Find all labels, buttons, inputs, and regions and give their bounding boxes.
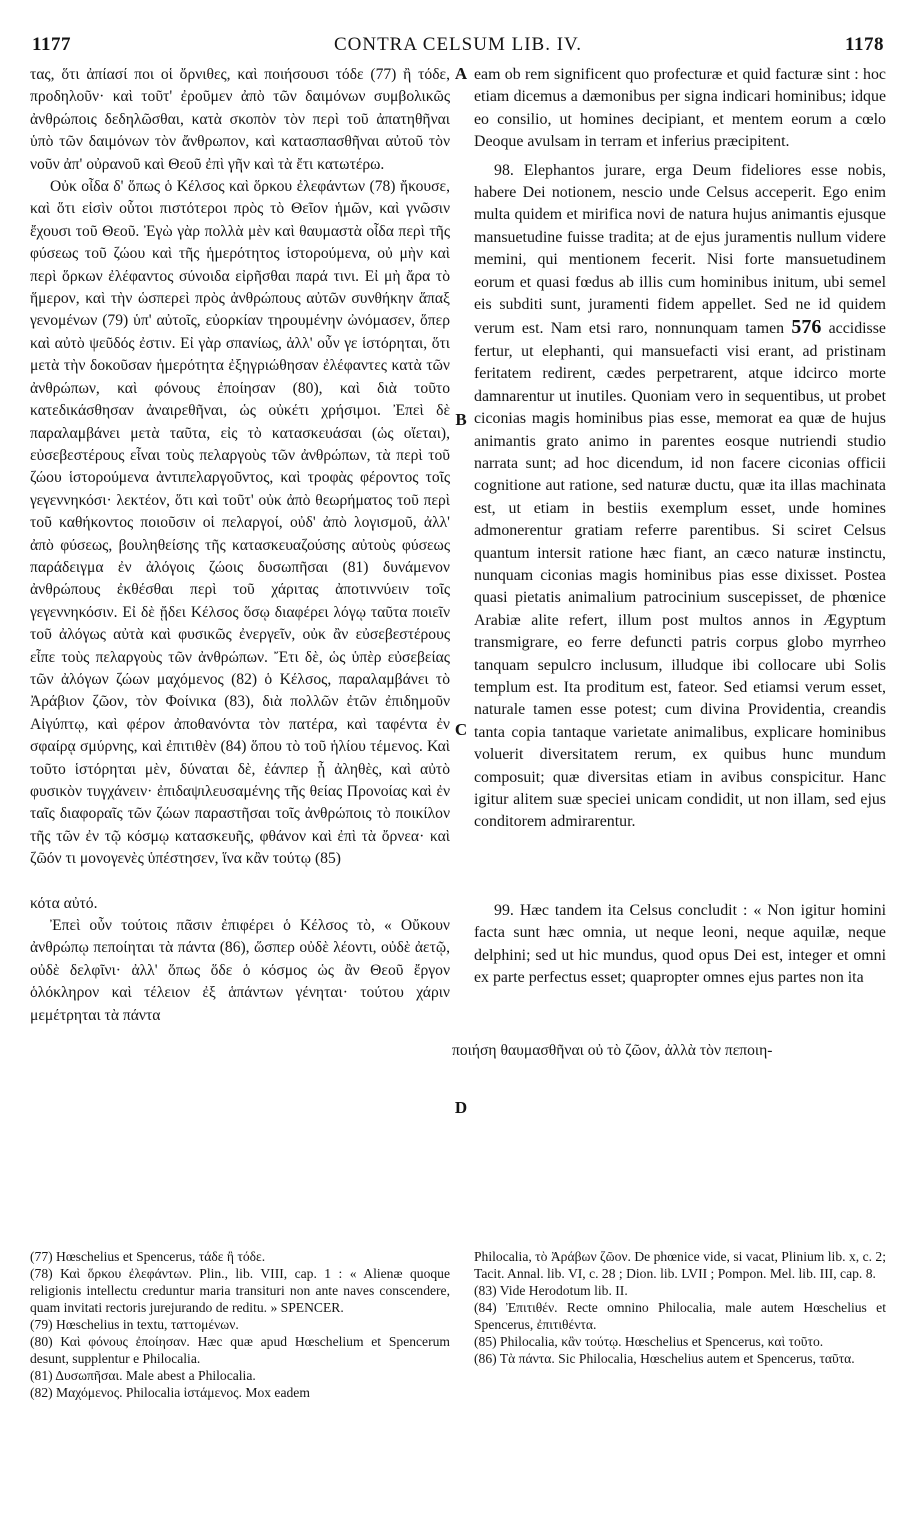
footnote-78: (78) Καὶ ὅρκου ἐλεφάντων. Plin., lib. VIII, cap. 1 : « Alienæ quoque religionis intellectu creduntur maria transituri non ante naves conscendere, quam invitati rectoris jurejurando de reditu. » SPENCER. <box>30 1266 450 1315</box>
footnote-83: (83) Vide Herodotum lib. II. <box>474 1283 628 1298</box>
section-marker-d: D <box>454 1098 468 1117</box>
footnotes-left <box>30 1248 450 1528</box>
page-header <box>32 34 884 58</box>
footnote-86: (86) Τὰ πάντα. Sic Philocalia, Hœschelius autem et Spencerus, ταῦτα. <box>474 1351 855 1366</box>
latin-paragraph-3: 99. Hæc tandem ita Celsus concludit : « Non igitur homini facta sunt hæc omnia, ut neque leoni, neque aquilæ, neque delphini; sed ut hic mundus, quod opus Dei est, integer et omni ex parte perfectus esset; quapropter omnes ejus partes non ita <box>474 901 886 987</box>
footnote-80: (80) Καὶ φόνους ἐποίησαν. Hæc quæ apud Hœschelium et Spencerum desunt, supplentur e Philocalia. <box>30 1334 450 1366</box>
footnote-82-continued: Philocalia, τὸ Ἀράβων ζῶον. De phœnice vide, si vacat, Plinium lib. x, c. 2; Tacit. Annal. lib. VI, c. 28 ; Dion. lib. LVII ; Pompon. Mel. lib. III, cap. 8. <box>474 1249 886 1281</box>
latin-paragraph-2-part-a: 98. Elephantos jurare, erga Deum fideliores esse nobis, habere Dei notionem, nescio unde Celsus acceperit. Ego enim multa quidem et mirifica novi de natura hujus animantis ejusque mansuetudine fuisse tradita; at de ejus juramentis nullum videre memini, qui mentionem fecerit. Nisi forte mansuetudinem eorum et quasi fœdus ab illis cum hominibus initum, ubi semel eis subditi sunt, juramenti fidem appellet. Sed ne id quidem verum est. Nam etsi raro, nonnunquam tamen <box>474 161 886 338</box>
spacer <box>30 871 450 893</box>
footnote-82: (82) Μαχόμενος. Philocalia ἱστάμενος. Mox eadem <box>30 1385 310 1400</box>
section-marker-b: B <box>455 410 467 429</box>
page-number-left: 1177 <box>32 34 71 55</box>
footnote-77: (77) Hœschelius et Spencerus, τάδε ἢ τόδε. <box>30 1249 266 1264</box>
footnotes-right <box>474 1248 886 1528</box>
footnote-81: (81) Δυσωπῆσαι. Male abest a Philocalia. <box>30 1368 256 1383</box>
latin-paragraph-2 <box>474 160 886 834</box>
latin-paragraph-1: eam ob rem significent quo profecturæ et quid facturæ sint : hoc etiam dicemus a dæmonibus per signa indicari hominibus; idque eo consilio, ut homines decipiant, et mentem eorum a cœlo Deoque avulsam in terram et inferius præcipitent. <box>474 66 886 151</box>
latin-paragraph-2-part-b: accidisse fertur, ut elephanti, qui mansuefacti visi erant, ad pristinam feritatem redirent, cædes perpetrarent, atque idcirco morte damnarentur ut inutiles. Quoniam vero in sequentibus, ut probet ciconias magis hominibus pias esse, memorat ea quæ de hujus animantis grato animo in parentes eosque nutriendi studio narrata sunt; ad hoc dicendum, id non facere ciconias officii cognitione aut ratione, sed naturæ ductu, quæ ita illas machinata est, ut etiam in bestiis exemplum esset, unde homines admonerentur gratiam referre parentibus. Si sciret Celsus quantum intersit ratione hæc fiant, an cæco naturæ instinctu, nunquam ciconias magis hominibus pias esse dixisset. Postea quasi pietatis animalium patrocinium suscepisset, de phœnice Arabiæ alite refert, illum post multos annos in Ægyptum transmigrare, eo ferre defuncti patris corpus globo myrrheo tanquam sepulcro inclusum, illudque ibi collocare ubi Solis templum est. Ita proditum est, fateor. Sed etiamsi verum esset, naturale tamen esse potest; cum divina Providentia, creandis tanta copia tantaque varietate animalibus, explicare hominibus voluerit diversitatem rerum, ex quibus hunc mundum composuit; quæ diversitas etiam in avibus conspicitur. Hanc igitur alitem suæ speciei unicam condidit, ut non illam, sed ejus conditorem admirarentur. <box>474 320 886 831</box>
column-number: 576 <box>791 316 822 339</box>
section-marker-c: C <box>454 720 468 739</box>
running-title: CONTRA CELSUM LIB. IV. <box>333 34 583 55</box>
greek-paragraph-1: τας, ὅτι ἀπίασί ποι οἱ ὄρνιθες, καὶ ποιήσουσι τόδε (77) ἢ τόδε, προδηλοῦν· καὶ τοῦτ' ἐροῦμεν ἀπὸ τῶν δαιμόνων συμβολικῶς ἀνθρώποις δεδηλῶσθαι, κατὰ σκοπὸν τὸν περὶ τοῦ ἀπατηθῆναι ὑπὸ τῶν δαιμόνων τὸν ἄνθρωπον, καὶ κατασπασθῆναι αὐτοῦ τὸν νοῦν ἀπ' οὐρανοῦ καὶ Θεοῦ ἐπὶ γῆν καὶ τὰ ἔτι κατωτέρω. <box>30 66 450 173</box>
footnote-85: (85) Philocalia, κἂν τούτῳ. Hœschelius et Spencerus, καὶ τοῦτο. <box>474 1334 824 1349</box>
greek-continuation-line: ποιήση θαυμασθῆναι οὐ τὸ ζῶον, ἀλλὰ τὸν πεποιη- <box>452 1042 773 1059</box>
page-number-right: 1178 <box>845 34 884 55</box>
spacer <box>474 834 886 900</box>
section-marker-a: A <box>454 64 468 83</box>
greek-paragraph-3: Ἐπεὶ οὖν τούτοις πᾶσιν ἐπιφέρει ὁ Κέλσος τὸ, « Οὔκουν ἀνθρώπῳ πεποίηται τὰ πάντα (86), ὥσπερ οὐδὲ λέοντι, οὐδὲ ἀετῷ, οὐδὲ δελφῖνι· ἀλλ' ὅπως ὅδε ὁ κόσμος ὡς ἂν Θεοῦ ἔργον ὁλόκληρον καὶ τέλειον ἐξ ἁπάντων γένηται· τούτου χάριν μεμέτρηται τὰ πάντα <box>30 917 450 1024</box>
footnote-84: (84) Ἐπιτιθέν. Recte omnino Philocalia, male autem Hœschelius et Spencerus, ἐπιτιθέντα. <box>474 1300 886 1332</box>
greek-paragraph-2: Οὐκ οἶδα δ' ὅπως ὁ Κέλσος καὶ ὅρκου ἐλεφάντων (78) ἤκουσε, καὶ ὅτι εἰσὶν οὗτοι πιστότεροι πρὸς τὸ Θεῖον ἡμῶν, καὶ γνῶσιν ἔχουσι τοῦ Θεοῦ. Ἐγὼ γὰρ πολλὰ μὲν καὶ θαυμαστὰ οἶδα περὶ τῆς φύσεως τοῦ ζώου καὶ τῆς ἡμερότητος ἱστορούμενα, οὐ μὴν καὶ περὶ ὅρκων ἐλέφαντος σύνοιδα εἰρῆσθαι παρά τινι. Εἰ μὴ ἄρα τὸ ἥμερον, καὶ τὴν ὡσπερεὶ πρὸς ἀνθρώπους αὐτῶν συνθήκην ἅπαξ γενομένων (79) ὑπ' αὐτοῖς, εὐορκίαν τηρουμένην ὠνόμασεν, ὅπερ καὶ αὐτὸ ψεῦδός ἐστιν. Εἰ γὰρ σπανίως, ἀλλ' οὖν γε ἱστόρηται, ὅτι μετὰ τὴν δοκοῦσαν ἡμερότητα ἐξηγριώθησαν ἐλέφαντες κατὰ τῶν ἀνθρώπων, καὶ φόνους ἐποίησαν (80), καὶ διὰ τοῦτο κατεδικάσθησαν ἀναιρεθῆναι, ὡς οὐκέτι χρήσιμοι. Ἐπεὶ δὲ παραλαμβάνει μετὰ ταῦτα, εἰς τὸ κατασκευάσαι (ὡς οἴεται), εὐσεβεστέρους εἶναι τοὺς πελαργοὺς τῶν ἀνθρώπων, τὰ περὶ τοῦ ζώου ἱστορούμενα ἀντιπελαργοῦντος, καὶ τροφὰς φέροντος τοῖς γεγεννηκόσι· λεκτέον, ὅτι καὶ τοῦτ' οὐκ ἀπὸ θεωρήματος τοῦ περὶ τοῦ καθήκοντος ποιοῦσιν οἱ πελαργοί, οὐδ' ἀπὸ λογισμοῦ, ἀλλ' ἀπὸ φύσεως, βουληθείσης τῆς κατασκευαζούσης αὐτοὺς φύσεως παράδειγμα ἐν ἀλόγοις ζώοις δυσωπῆσαι (81) δυνάμενον ἀνθρώπους ἐκθέσθαι περὶ τοῦ χάριτας ἀποτιννύειν τοῖς γεγεννηκόσιν. Εἰ δὲ ᾔδει Κέλσος ὅσῳ διαφέρει λόγῳ ταῦτα ποιεῖν τοῦ ἀλόγως αὐτὰ καὶ φυσικῶς ἐνεργεῖν, οὐκ ἂν εὐσεβεστέρους εἶπε τοὺς πελαργοὺς τῶν ἀνθρώπων. Ἔτι δὲ, ὡς ὑπὲρ εὐσεβείας τῶν ἀλόγων ζώων μαχόμενος (82) ὁ Κέλσος, παραλαμβάνει τὸ Ἀράβιον ζῶον, τὸν Φοίνικα (83), διὰ πολλῶν ἐτῶν ἐπιδημοῦν Αἰγύπτῳ, καὶ φέρον ἀποθανόντα τὸν πατέρα, καὶ ταφέντα ἐν σφαίρᾳ σμύρνης, καὶ ἐπιτιθὲν (84) ὅπου τὸ τοῦ ἡλίου τέμενος. Καὶ τοῦτο ἱστόρηται μὲν, δύναται δὲ, ἐάνπερ ᾖ ἀληθὲς, καὶ αὐτὸ φυσικὸν τυγχάνειν· ἐπιδαψιλευσαμένης τῆς θείας Προνοίας καὶ ἐν ταῖς διαφοραῖς τῶν ζώων παραστῆσαι τοῖς ἀνθρώποις τὸ ποικίλον τῆς τῶν ἐν τῷ κόσμῳ κατασκευῆς, φθάνον καὶ ἐπὶ τὰ ὄρνεα· καὶ ζῶόν τι μονογενὲς ὑπέστησεν, ἵνα κἂν τούτῳ (85) <box>30 178 450 868</box>
greek-column <box>30 64 450 1232</box>
greek-paragraph-2-end: κότα αὐτό. <box>30 894 98 912</box>
footnote-79: (79) Hœschelius in textu, ταττομένων. <box>30 1317 239 1332</box>
